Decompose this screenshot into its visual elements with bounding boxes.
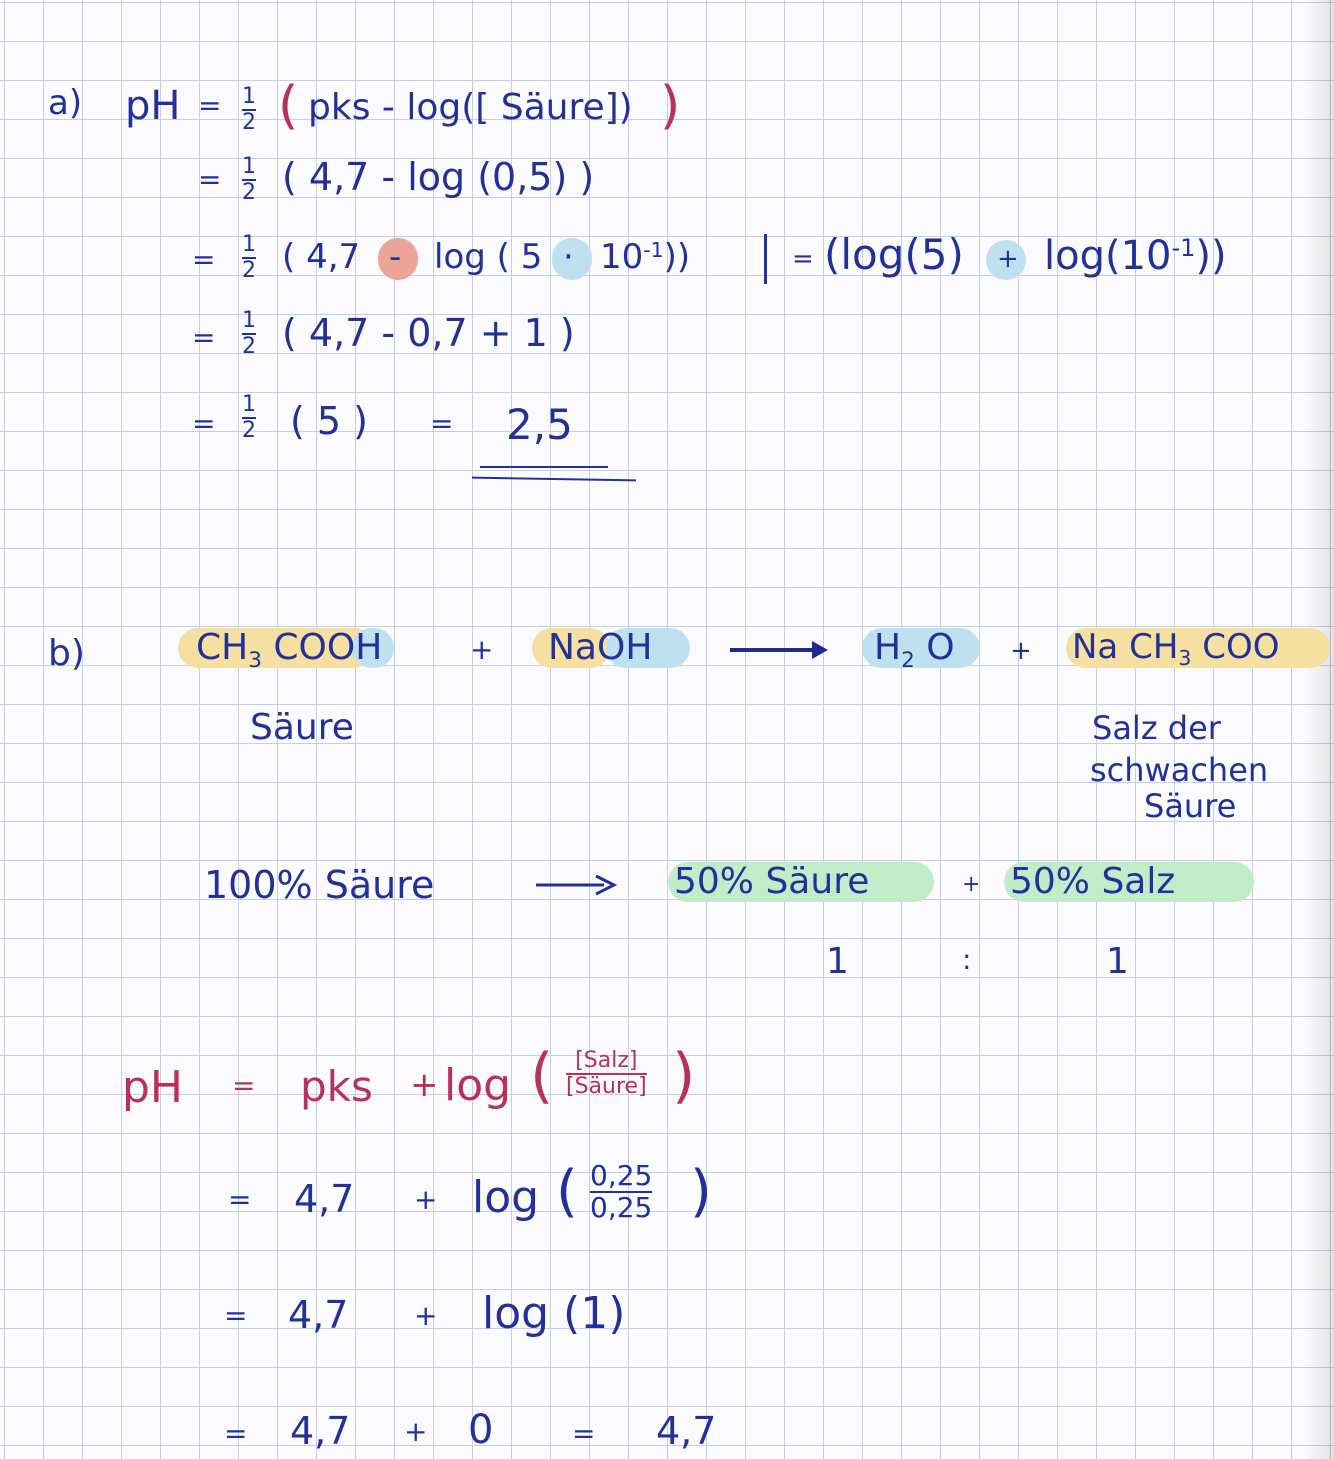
side-equals: = bbox=[792, 244, 814, 274]
pks-term: pks bbox=[300, 1062, 373, 1111]
result-value: 4,7 bbox=[656, 1409, 717, 1453]
equals-sign: = bbox=[198, 89, 222, 122]
equals-sign-2: = bbox=[430, 407, 454, 440]
equals-sign: = bbox=[228, 1183, 252, 1216]
fraction-denominator: [Säure] bbox=[566, 1074, 647, 1099]
half-fraction bbox=[242, 86, 256, 134]
plus-sign-2: + bbox=[1010, 636, 1032, 666]
open-paren-pink: ( bbox=[278, 76, 299, 136]
ratio-plus: + bbox=[962, 872, 981, 897]
ratio-colon: : bbox=[962, 943, 972, 976]
product-water bbox=[874, 627, 955, 673]
equals-sign: = bbox=[192, 321, 216, 354]
open-paren: ( bbox=[530, 1041, 554, 1111]
half-fraction bbox=[242, 156, 256, 204]
fraction-numerator: 0,25 bbox=[590, 1159, 653, 1192]
log-expression: log (1) bbox=[482, 1288, 626, 1339]
close-paren-pink: ) bbox=[660, 76, 681, 136]
minus-sign: - bbox=[389, 237, 402, 277]
water-o: O bbox=[926, 627, 955, 668]
formula-expression: ( 4,7 - 0,7 + 1 ) bbox=[282, 311, 575, 355]
power-of-ten bbox=[600, 237, 691, 277]
pks-value: 4,7 bbox=[294, 1177, 355, 1221]
fraction-denominator: 2 bbox=[242, 258, 256, 283]
start-amount: 100% Säure bbox=[204, 863, 435, 907]
reactant-base bbox=[548, 627, 653, 668]
page-edge-shadow bbox=[1304, 0, 1334, 1459]
salt-coo: COO bbox=[1202, 627, 1280, 667]
half-fraction bbox=[242, 234, 256, 282]
multiply-dot: · bbox=[563, 237, 574, 277]
part-a-label: a) bbox=[48, 83, 83, 123]
salt-ch: CH bbox=[1129, 627, 1179, 667]
log-term: log bbox=[472, 1172, 540, 1223]
separator-bar bbox=[764, 234, 767, 284]
fraction-numerator: [Salz] bbox=[575, 1048, 638, 1073]
formula-part: ( 4,7 bbox=[282, 237, 361, 277]
pks-value: 4,7 bbox=[290, 1409, 351, 1453]
side-log-base: log(10 bbox=[1044, 233, 1172, 279]
side-left-term: (log(5) bbox=[824, 230, 964, 279]
ph-symbol: pH bbox=[125, 83, 181, 129]
salt-label-line-1: Salz der bbox=[1092, 709, 1221, 747]
ph-symbol: pH bbox=[122, 1062, 184, 1113]
salt-na: Na bbox=[1072, 627, 1119, 667]
open-paren: ( bbox=[556, 1159, 578, 1224]
salt-label-line-2: schwachen bbox=[1090, 751, 1269, 789]
acid-coo: COO bbox=[273, 627, 356, 668]
log-term: log ( 5 bbox=[434, 237, 543, 277]
equals-sign: = bbox=[192, 407, 216, 440]
power-exponent: -1 bbox=[643, 237, 664, 262]
side-exponent: -1 bbox=[1171, 233, 1196, 262]
acid-subscript: 3 bbox=[248, 647, 262, 673]
concentration-fraction bbox=[590, 1159, 653, 1224]
equals-sign-2: = bbox=[572, 1417, 596, 1450]
acid-label: Säure bbox=[250, 707, 354, 748]
plus-sign: + bbox=[414, 1299, 438, 1332]
fraction-denominator: 2 bbox=[242, 418, 256, 443]
fraction-denominator: 2 bbox=[242, 110, 256, 135]
formula-expression: ( 5 ) bbox=[290, 399, 368, 443]
half-acid: 50% Säure bbox=[674, 861, 870, 902]
equals-sign: = bbox=[192, 243, 216, 276]
plus-sign: + bbox=[414, 1183, 438, 1216]
half-fraction bbox=[242, 310, 256, 358]
result-underline-1 bbox=[480, 466, 608, 468]
fraction-numerator: 1 bbox=[242, 84, 256, 109]
side-plus: + bbox=[997, 244, 1019, 274]
acid-ch: CH bbox=[196, 627, 249, 668]
salt-subscript: 3 bbox=[1178, 646, 1192, 671]
reactant-acid bbox=[196, 627, 383, 673]
plus-sign: + bbox=[410, 1065, 439, 1105]
fraction-numerator: 1 bbox=[242, 232, 256, 257]
plus-sign: + bbox=[470, 633, 494, 666]
half-salt: 50% Salz bbox=[1010, 861, 1176, 902]
acid-h: H bbox=[355, 627, 383, 668]
fraction-numerator: 1 bbox=[242, 392, 256, 417]
equals-sign: = bbox=[224, 1417, 248, 1450]
result-underline-2 bbox=[472, 477, 636, 482]
log-value: 0 bbox=[468, 1407, 494, 1453]
ratio-arrow bbox=[536, 874, 618, 896]
result-value: 2,5 bbox=[506, 400, 573, 449]
ratio-left: 1 bbox=[826, 941, 849, 982]
half-fraction bbox=[242, 394, 256, 442]
water-subscript: 2 bbox=[901, 647, 915, 673]
ratio-right: 1 bbox=[1106, 941, 1129, 982]
product-salt bbox=[1072, 627, 1280, 671]
side-right-term bbox=[1044, 233, 1227, 279]
equals-sign: = bbox=[224, 1299, 248, 1332]
closing-parens: )) bbox=[663, 237, 691, 277]
part-b-label: b) bbox=[48, 633, 85, 674]
log-term: log bbox=[444, 1060, 512, 1111]
equals-sign: = bbox=[232, 1069, 256, 1102]
water-h: H bbox=[874, 627, 902, 668]
salt-label-line-3: Säure bbox=[1144, 787, 1237, 825]
reaction-arrow bbox=[730, 640, 830, 660]
base-oh: OH bbox=[597, 627, 653, 668]
plus-sign: + bbox=[404, 1415, 428, 1448]
base-na: Na bbox=[548, 627, 597, 668]
fraction-numerator: 1 bbox=[242, 154, 256, 179]
equals-sign: = bbox=[198, 163, 222, 196]
fraction-denominator: 2 bbox=[242, 180, 256, 205]
fraction-denominator: 0,25 bbox=[590, 1191, 653, 1224]
pks-value: 4,7 bbox=[288, 1293, 349, 1337]
formula-expression: ( 4,7 - log (0,5) ) bbox=[282, 155, 595, 199]
power-base: 10 bbox=[600, 237, 644, 277]
close-paren: ) bbox=[690, 1159, 712, 1224]
formula-expression: pks - log([ Säure]) bbox=[308, 87, 633, 128]
side-close: )) bbox=[1195, 233, 1227, 279]
close-paren: ) bbox=[672, 1041, 696, 1111]
fraction-denominator: 2 bbox=[242, 334, 256, 359]
fraction-numerator: 1 bbox=[242, 308, 256, 333]
concentration-fraction bbox=[566, 1050, 647, 1098]
